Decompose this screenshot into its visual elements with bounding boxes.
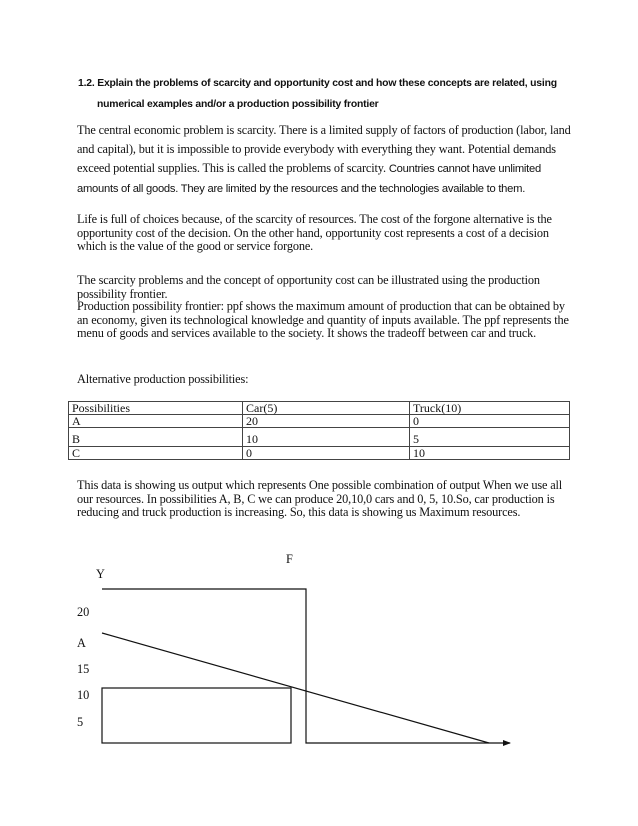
inner-production-box (102, 688, 291, 743)
table-cell: A (69, 415, 243, 428)
paragraph-opportunity-cost: Life is full of choices because, of the scarcity of resources. The cost of the forgone alternative is the opportunity cost of the decision. On the other hand, opportunity cost represents a cost of a decision which is the value of the good or service forgone. (77, 212, 552, 253)
graph-label-15: 15 (77, 662, 90, 676)
graph-label-20: 20 (77, 605, 90, 619)
table-cell: 10 (410, 447, 570, 460)
paragraph-scarcity-sans: Countries cannot have unlimited amounts of all goods. They are limited by the resources and the technologies available to them. (77, 163, 541, 195)
heading-line-2: numerical examples and/or a production possibility frontier (97, 99, 379, 110)
table-header-cell: Truck(10) (410, 402, 570, 415)
paragraph-data-explanation: This data is showing us output which represents One possible combination of output When we use all our resources. In possibilities A, B, C we can produce 20,10,0 cars and 0, 5, 10.So, car production is reducing and truck production is increasing. So, this data is showing us Maximum resources. (77, 478, 563, 519)
frontier-outer-boundary (102, 589, 510, 743)
table-cell-text: 10 (246, 432, 258, 446)
table-cell-text: B (72, 432, 81, 446)
table-cell: C (69, 447, 243, 460)
paragraph-ppf-definition: Production possibility frontier: ppf shows the maximum amount of production that can be obtained by an economy, given its technological knowledge and quantity of inputs available. The ppf represents the menu of goods and services available to the society. It shows the tradeoff between car and truck. (77, 299, 569, 340)
paragraph-alternatives: Alternative production possibilities: (77, 372, 249, 386)
paragraph-scarcity-serif: The central economic problem is scarcity. There is a limited supply of factors of production (labor, land and capital), but it is impossible to provide everybody with everything they want. Potential demands exceed potential supplies. This is called the problems of scarcity. (77, 123, 571, 175)
graph-label-f: F (286, 552, 293, 566)
table-cell: 20 (243, 415, 410, 428)
graph-label-y: Y (96, 567, 105, 581)
table-header-cell: Possibilities (69, 402, 243, 415)
graph-label-5: 5 (77, 715, 84, 729)
table-cell: 0 (410, 415, 570, 428)
heading-line-1: 1.2. Explain the problems of scarcity and opportunity cost and how these concepts are related, using (78, 78, 557, 89)
graph-label-a: A (77, 636, 86, 650)
table-cell: 0 (243, 447, 410, 460)
table-cell-text: 5 (413, 432, 419, 446)
paragraph-illustration: The scarcity problems and the concept of opportunity cost can be illustrated using the production possibility frontier. (77, 273, 540, 301)
table-header-cell: Car(5) (243, 402, 410, 415)
graph-label-10: 10 (77, 688, 90, 702)
